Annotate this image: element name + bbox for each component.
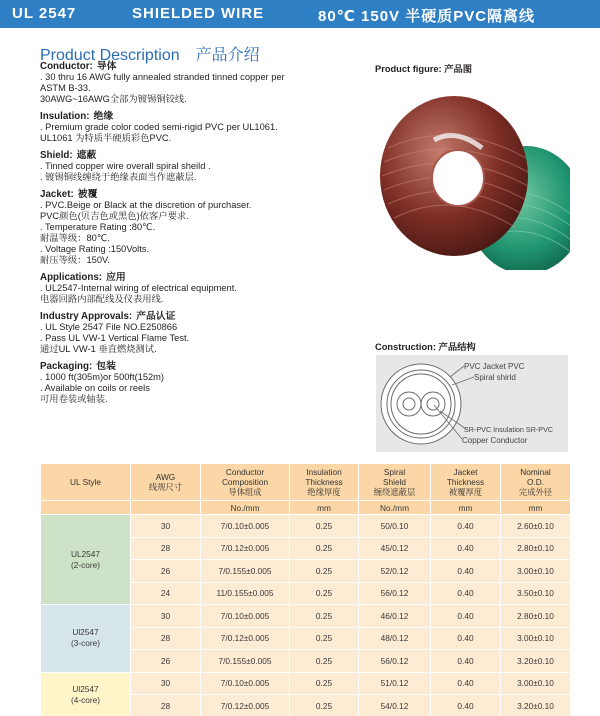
table-cell: 7/0.12±0.005 <box>201 627 290 650</box>
column-header-line: Insulation <box>306 467 342 477</box>
construction-label: Construction: 产品结构 <box>375 342 476 352</box>
unit-cell: mm <box>290 501 359 515</box>
table-cell: 0.40 <box>431 560 501 583</box>
section-title <box>40 361 358 372</box>
section-line: 可用卷装或轴装. <box>40 394 108 404</box>
table-cell: 3.20±0.10 <box>501 650 571 673</box>
table-cell: 0.40 <box>431 605 501 628</box>
table-cell: 7/0.12±0.005 <box>201 695 290 716</box>
table-cell: 3.00±0.10 <box>501 627 571 650</box>
ul-style-label: UL2547 <box>70 548 101 559</box>
table-cell: 2.80±0.10 <box>501 605 571 628</box>
column-header-line: 缠绕遮蔽层 <box>373 487 416 497</box>
section-line: 电器回路内部配线及仪表用线. <box>40 294 164 304</box>
ul-style-cell <box>41 672 131 716</box>
section-title <box>40 61 358 72</box>
section-line: 通过UL VW-1 垂直燃烧测试. <box>40 344 157 354</box>
column-header-line: O.D. <box>526 477 545 487</box>
column-header-line: 绝缘厚度 <box>307 487 341 497</box>
section-line: . Pass UL VW-1 Vertical Flame Test. <box>40 333 190 343</box>
column-header-line: Jacket <box>453 467 478 477</box>
table-cell: 46/0.12 <box>359 605 431 628</box>
callout-copper: Copper Conductor <box>462 436 528 445</box>
section-title-en: Applications: <box>40 272 103 283</box>
unit-row <box>41 501 571 515</box>
section-title-en: Conductor: <box>40 61 93 72</box>
table-cell: 51/0.12 <box>359 672 431 695</box>
section-line: ASTM B-33. <box>40 83 91 93</box>
table-cell: 0.25 <box>290 605 359 628</box>
table-cell: 3.50±0.10 <box>501 582 571 605</box>
table-cell: 0.40 <box>431 695 501 716</box>
table-cell: 7/0.10±0.005 <box>201 605 290 628</box>
unit-cell: mm <box>501 501 571 515</box>
heading-zh: 产品介绍 <box>195 47 260 64</box>
table-cell: 50/0.10 <box>359 515 431 538</box>
heading-en: Product Description <box>40 47 180 64</box>
construction-diagram <box>376 355 568 452</box>
section-title-zh: 遮蔽 <box>76 150 97 161</box>
section-title-en: Shield: <box>40 150 73 161</box>
section-title-zh: 导体 <box>96 61 117 72</box>
section-line: UL1061 为特质半硬质彩色PVC. <box>40 133 172 143</box>
spec-section <box>40 111 358 144</box>
table-cell: 28 <box>131 627 201 650</box>
column-header <box>501 464 571 501</box>
column-header-line: Thickness <box>446 477 485 487</box>
header-row <box>41 464 571 501</box>
table-cell: 28 <box>131 695 201 716</box>
table-cell: 0.25 <box>290 582 359 605</box>
table-cell: 3.00±0.10 <box>501 560 571 583</box>
product-name: SHIELDED WIRE <box>132 5 265 22</box>
table-cell: 56/0.12 <box>359 582 431 605</box>
column-header <box>131 464 201 501</box>
table-cell: 54/0.12 <box>359 695 431 716</box>
description-column <box>40 61 358 411</box>
product-photo <box>376 78 570 270</box>
table-cell: 0.40 <box>431 582 501 605</box>
spec-section <box>40 361 358 405</box>
table-cell: 0.25 <box>290 627 359 650</box>
title-banner <box>0 0 600 28</box>
spec-section <box>40 150 358 183</box>
section-line: . Premium grade color coded semi-rigid PVC per UL1061. <box>40 122 278 132</box>
section-line: 耐压等级：150V. <box>40 255 110 265</box>
table-cell: 0.40 <box>431 627 501 650</box>
callout-spiral: Spiral shirld <box>474 373 516 382</box>
section-line: . UL Style 2547 File NO.E250866 <box>40 322 178 332</box>
table-cell: 0.25 <box>290 672 359 695</box>
section-line: . Available on coils or reels <box>40 383 150 393</box>
table-cell: 7/0.10±0.005 <box>201 515 290 538</box>
ul-style-label: (2-core) <box>70 559 101 570</box>
spec-section <box>40 311 358 355</box>
unit-cell: No./mm <box>359 501 431 515</box>
table-cell: 45/0.12 <box>359 537 431 560</box>
unit-cell: No./mm <box>201 501 290 515</box>
table-row <box>41 605 571 628</box>
section-line: . Temperature Rating :80℃. <box>40 222 156 232</box>
table-cell: 0.25 <box>290 650 359 673</box>
section-line: 耐温等级：80℃. <box>40 233 110 243</box>
table-cell: 3.20±0.10 <box>501 695 571 716</box>
table-cell: 0.40 <box>431 515 501 538</box>
column-header <box>201 464 290 501</box>
table-cell: 24 <box>131 582 201 605</box>
spec-table-header <box>41 464 571 515</box>
table-cell: 26 <box>131 560 201 583</box>
section-title-en: Insulation: <box>40 111 90 122</box>
column-header-line: Composition <box>221 477 269 487</box>
table-cell: 56/0.12 <box>359 650 431 673</box>
section-title <box>40 189 358 200</box>
spec-table <box>40 463 571 716</box>
ul-style-label: (4-core) <box>70 694 101 705</box>
column-header-line: Thickness <box>305 477 343 487</box>
section-title <box>40 150 358 161</box>
section-title-zh: 应用 <box>106 272 126 283</box>
callout-jacket: PVC Jacket PVC <box>464 362 525 371</box>
spec-section <box>40 61 358 105</box>
callout-insulation: SR-PVC Insulation SR-PVC <box>464 425 554 434</box>
section-title-en: Industry Approvals: <box>40 311 133 322</box>
unit-cell <box>41 501 131 515</box>
table-cell: 11/0.155±0.005 <box>201 582 290 605</box>
product-figure-label: Product figure: 产品图 <box>375 64 473 74</box>
unit-cell <box>131 501 201 515</box>
column-header <box>431 464 501 501</box>
spec-section <box>40 189 358 266</box>
ul-style-label: Ul2547 <box>72 627 99 638</box>
table-cell: 2.80±0.10 <box>501 537 571 560</box>
column-header-line: Nominal <box>520 467 551 477</box>
table-cell: 30 <box>131 515 201 538</box>
column-header-line: UL Style <box>69 477 102 487</box>
wire-coils-illustration <box>376 78 570 270</box>
section-title-zh: 产品认证 <box>136 311 176 322</box>
table-cell: 0.25 <box>290 515 359 538</box>
column-header-line: AWG <box>155 472 176 482</box>
section-title-zh: 被覆 <box>77 189 98 200</box>
unit-cell: mm <box>431 501 501 515</box>
column-header-line: Conductor <box>225 467 265 477</box>
column-header <box>41 464 131 501</box>
table-cell: 0.25 <box>290 560 359 583</box>
model-number: UL 2547 <box>12 5 77 22</box>
column-header-line: 完成外径 <box>518 487 553 497</box>
rating-spec: 80℃ 150V 半硬质PVC隔离线 <box>318 8 536 25</box>
table-cell: 2.60±0.10 <box>501 515 571 538</box>
column-header <box>290 464 359 501</box>
section-line: . UL2547-Internal wiring of electrical equipment. <box>40 283 237 293</box>
column-header-line: Spiral <box>383 467 406 477</box>
section-line: PVC颜色(贝吉色或黑色)依客户要求. <box>40 211 189 221</box>
table-cell: 0.40 <box>431 537 501 560</box>
section-line: . 1000 ft(305m)or 500ft(152m) <box>40 372 165 382</box>
table-cell: 7/0.155±0.005 <box>201 650 290 673</box>
table-row <box>41 515 571 538</box>
table-cell: 30 <box>131 605 201 628</box>
table-cell: 7/0.155±0.005 <box>201 560 290 583</box>
table-cell: 0.40 <box>431 672 501 695</box>
section-line: . PVC.Beige or Black at the discretion of purchaser. <box>40 200 252 210</box>
section-title <box>40 272 358 283</box>
table-row <box>41 672 571 695</box>
section-title <box>40 111 358 122</box>
table-cell: 28 <box>131 537 201 560</box>
cable-cross-section <box>376 355 568 452</box>
section-line: 30AWG~16AWG全部为镀锡铜铰线. <box>40 94 187 104</box>
section-line: . Voltage Rating :150Volts. <box>40 244 150 254</box>
table-cell: 3.00±0.10 <box>501 672 571 695</box>
section-title-zh: 包装 <box>96 361 116 372</box>
ul-style-cell <box>41 605 131 673</box>
spec-section <box>40 272 358 305</box>
table-cell: 0.25 <box>290 537 359 560</box>
ul-style-cell <box>41 515 131 605</box>
section-title-en: Jacket: <box>40 189 74 200</box>
column-header-line: 被覆厚度 <box>448 487 483 497</box>
table-cell: 0.40 <box>431 650 501 673</box>
section-title-zh: 绝缘 <box>93 111 114 122</box>
table-cell: 7/0.12±0.005 <box>201 537 290 560</box>
section-line: . 30 thru 16 AWG fully annealed stranded tinned copper per <box>40 72 285 82</box>
table-cell: 30 <box>131 672 201 695</box>
section-line: . 镀锡铜线缠绕于绝缘表面当作遮蔽层. <box>40 172 197 182</box>
column-header-line: 导体组成 <box>228 487 262 497</box>
spec-table-body <box>41 515 571 716</box>
table-cell: 48/0.12 <box>359 627 431 650</box>
column-header-line: 线规尺寸 <box>148 482 183 492</box>
section-title-en: Packaging: <box>40 361 93 372</box>
table-cell: 52/0.12 <box>359 560 431 583</box>
section-line: . Tinned copper wire overall spiral sheild . <box>40 161 211 171</box>
table-cell: 26 <box>131 650 201 673</box>
table-cell: 0.25 <box>290 695 359 716</box>
table-cell: 7/0.10±0.005 <box>201 672 290 695</box>
column-header-line: Shield <box>382 477 407 487</box>
column-header <box>359 464 431 501</box>
ul-style-label: (3-core) <box>70 638 101 649</box>
ul-style-label: Ul2547 <box>72 683 99 694</box>
section-title <box>40 311 358 322</box>
